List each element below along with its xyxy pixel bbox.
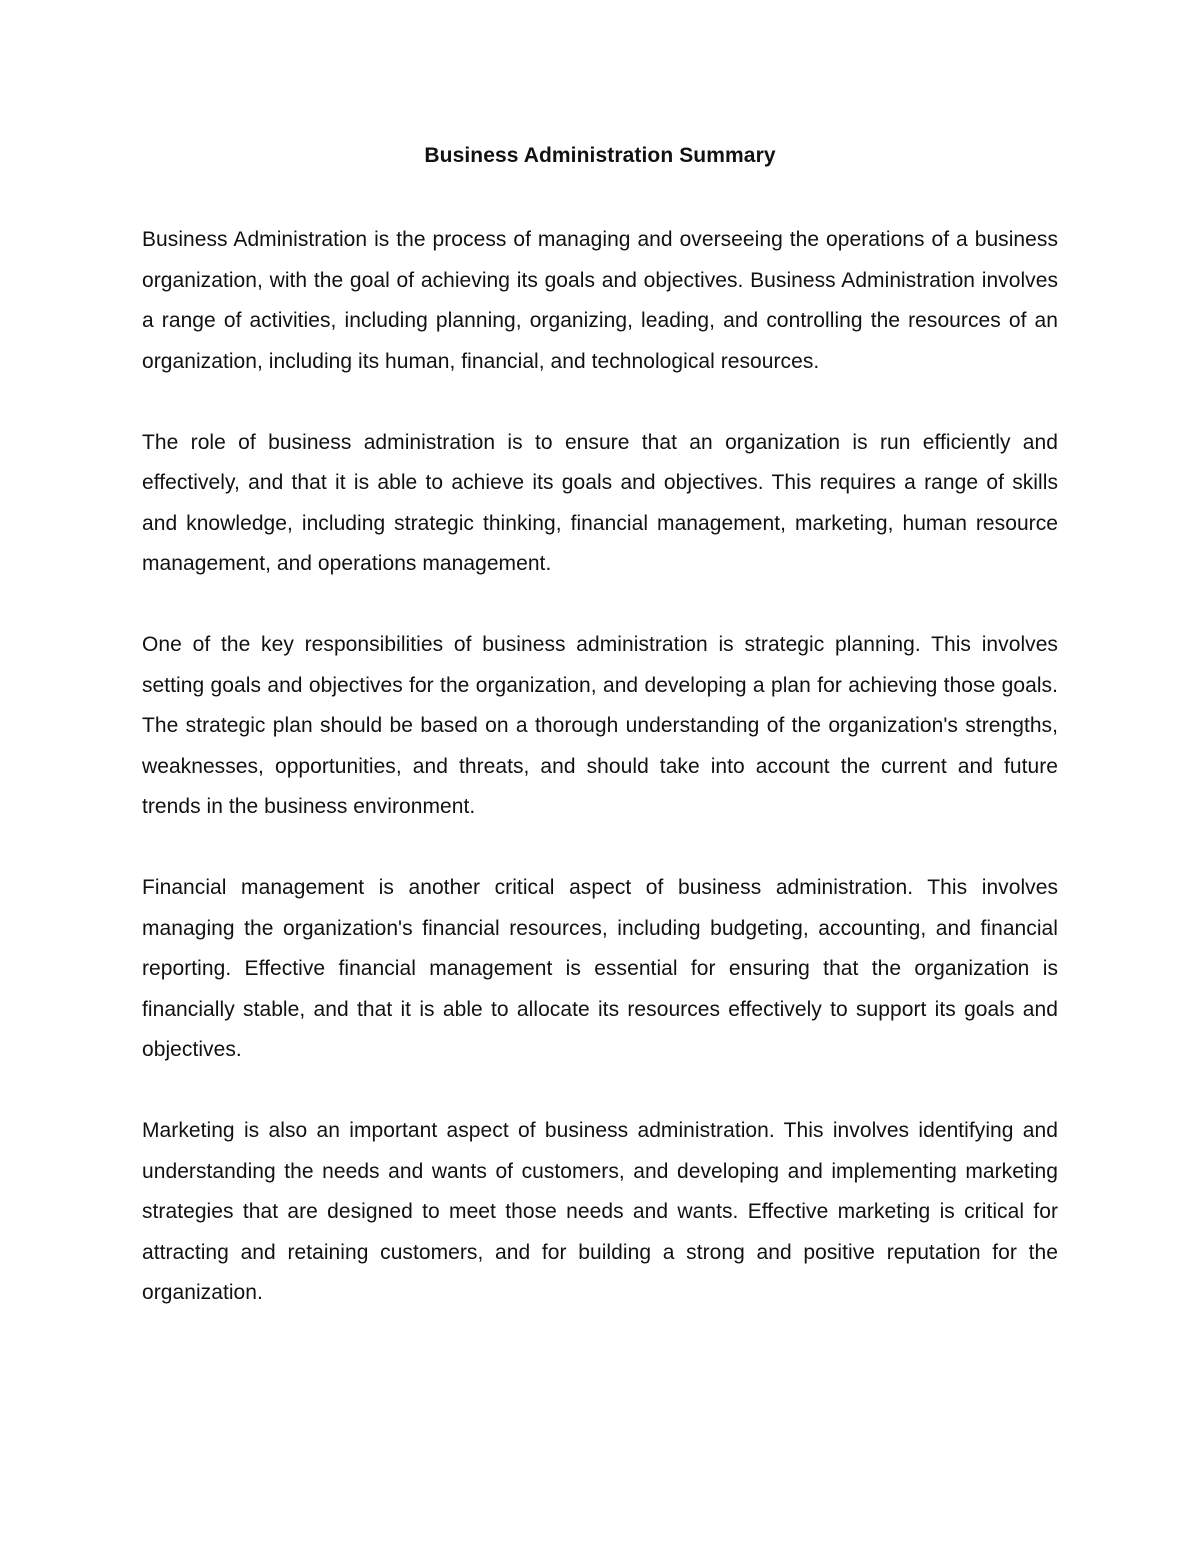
paragraph-introduction: Business Administration is the process of managing and overseeing the operations of a business organization, with the goal of achieving its goals and objectives. Business Administration involves a range of activities, including planning, organizing, leading, and controlling the resources of an organization, including its human, financial, and technological resources.	[142, 228, 1058, 373]
document-title: Business Administration Summary	[424, 144, 776, 167]
document-body	[142, 220, 1058, 1354]
paragraph-role: The role of business administration is to ensure that an organization is run efficiently and effectively, and that it is able to achieve its goals and objectives. This requires a range of skills and knowledge, including strategic thinking, financial management, marketing, human resource management, and operations management.	[142, 430, 1058, 575]
paragraph-financial-management: Financial management is another critical aspect of business administration. This involves managing the organization's financial resources, including budgeting, accounting, and financial reporting. Effective financial management is essential for ensuring that the organization is financially stable, and that it is able to allocate its resources effectively to support its goals and objectives.	[142, 876, 1058, 1061]
paragraph-marketing: Marketing is also an important aspect of business administration. This involves identifying and understanding the needs and wants of customers, and developing and implementing marketing strategies that are designed to meet those needs and wants. Effective marketing is critical for attracting and retaining customers, and for building a strong and positive reputation for the organization.	[142, 1119, 1058, 1304]
paragraph-strategic-planning: One of the key responsibilities of business administration is strategic planning. This involves setting goals and objectives for the organization, and developing a plan for achieving those goals. The strategic plan should be based on a thorough understanding of the organization's strengths, weaknesses, opportunities, and threats, and should take into account the current and future trends in the business environment.	[142, 633, 1058, 818]
